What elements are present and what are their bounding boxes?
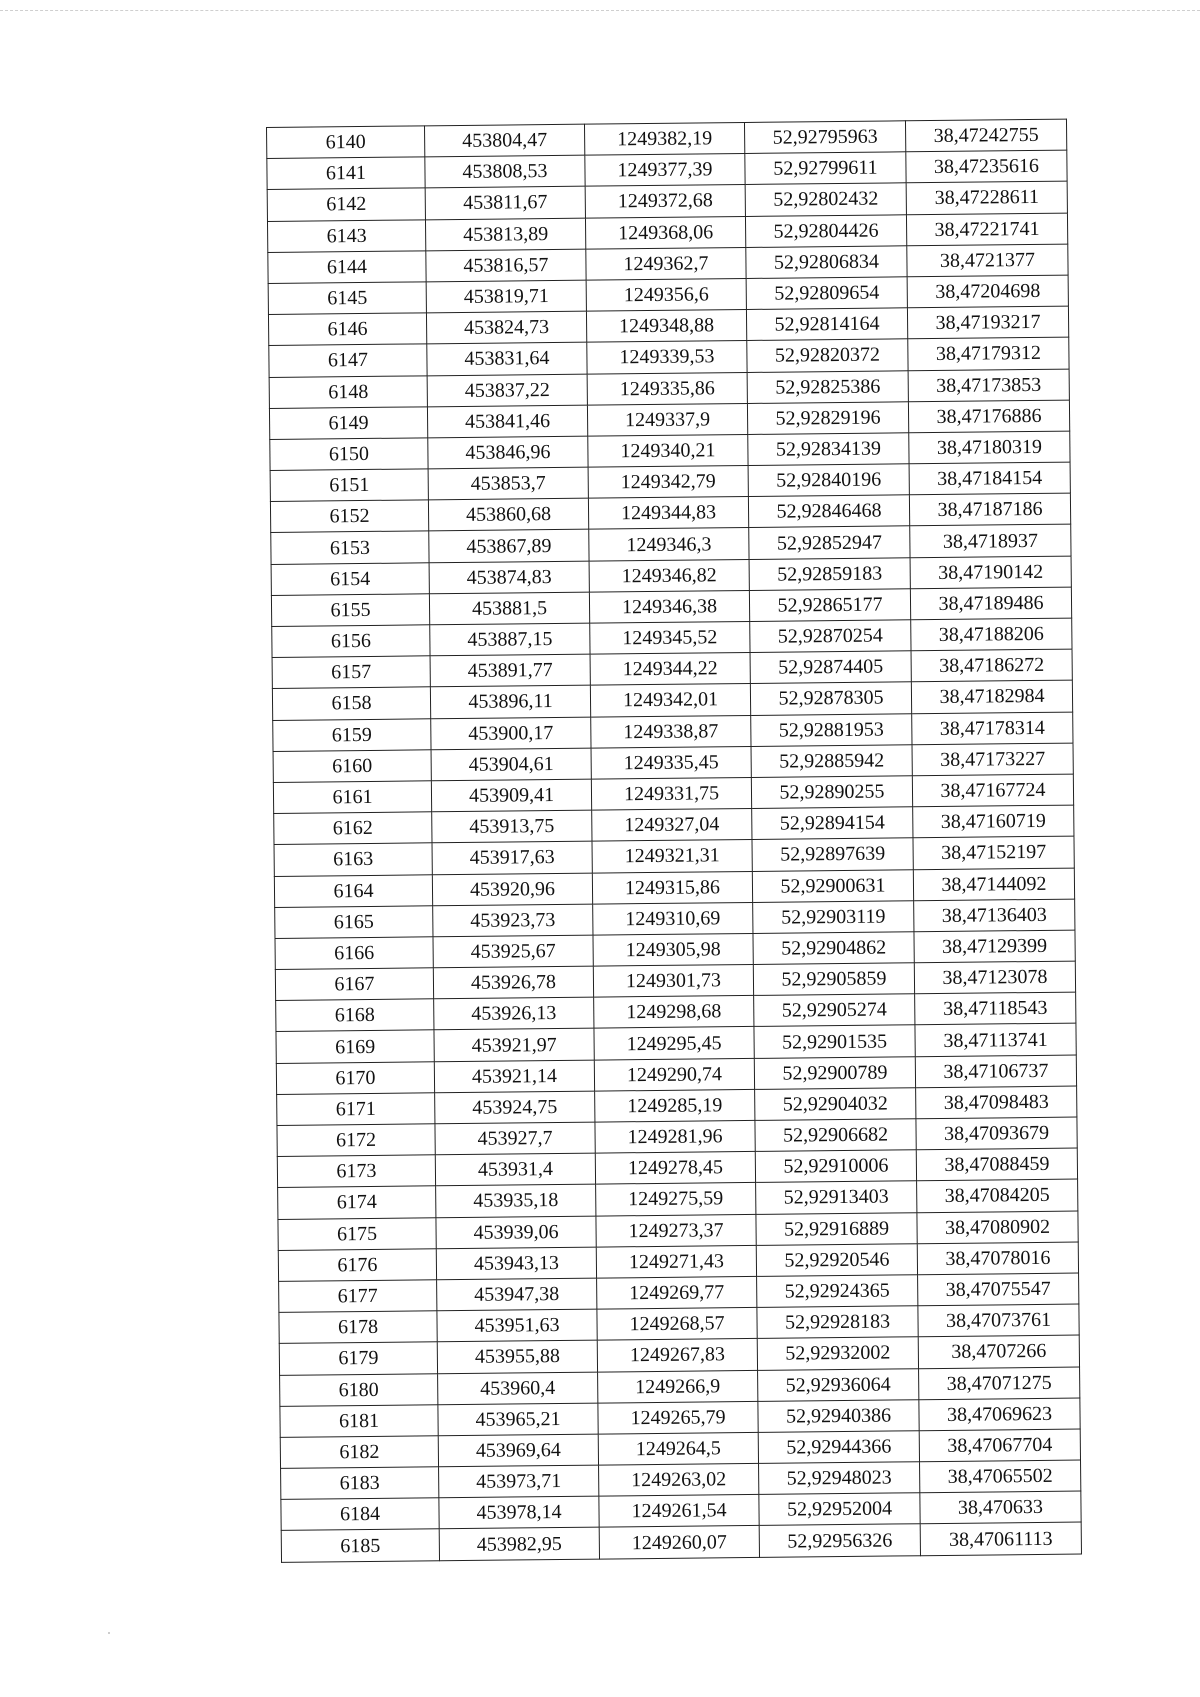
scan-edge-line [0, 10, 1200, 11]
x-coordinate-cell: 453926,13 [434, 997, 594, 1030]
x-coordinate-cell: 453943,13 [436, 1247, 596, 1280]
latitude-cell: 52,92874405 [750, 651, 911, 684]
latitude-cell: 52,92944366 [758, 1431, 919, 1464]
longitude-cell: 38,47187186 [909, 493, 1070, 526]
x-coordinate-cell: 453931,4 [435, 1153, 595, 1186]
longitude-cell: 38,47235616 [906, 150, 1067, 183]
y-coordinate-cell: 1249321,31 [592, 840, 752, 873]
latitude-cell: 52,92904862 [753, 932, 914, 965]
y-coordinate-cell: 1249362,7 [586, 247, 746, 280]
y-coordinate-cell: 1249290,74 [594, 1058, 754, 1091]
latitude-cell: 52,92956326 [759, 1524, 920, 1557]
latitude-cell: 52,92904032 [755, 1088, 916, 1121]
x-coordinate-cell: 453978,14 [439, 1496, 599, 1529]
y-coordinate-cell: 1249265,79 [598, 1401, 758, 1434]
point-number-cell: 6144 [268, 251, 426, 284]
point-number-cell: 6148 [269, 375, 427, 408]
x-coordinate-cell: 453881,5 [429, 592, 589, 625]
y-coordinate-cell: 1249275,59 [596, 1183, 756, 1216]
point-number-cell: 6157 [272, 656, 430, 689]
point-number-cell: 6152 [270, 500, 428, 533]
point-number-cell: 6173 [277, 1155, 435, 1188]
y-coordinate-cell: 1249298,68 [594, 996, 754, 1029]
point-number-cell: 6154 [271, 562, 429, 595]
point-number-cell: 6163 [274, 843, 432, 876]
y-coordinate-cell: 1249267,83 [597, 1339, 757, 1372]
y-coordinate-cell: 1249295,45 [594, 1027, 754, 1060]
x-coordinate-cell: 453831,64 [427, 342, 587, 375]
y-coordinate-cell: 1249315,86 [592, 871, 752, 904]
y-coordinate-cell: 1249285,19 [595, 1089, 755, 1122]
x-coordinate-cell: 453951,63 [437, 1309, 597, 1342]
point-number-cell: 6167 [275, 968, 433, 1001]
point-number-cell: 6164 [274, 874, 432, 907]
y-coordinate-cell: 1249260,07 [599, 1526, 759, 1559]
y-coordinate-cell: 1249338,87 [591, 715, 751, 748]
x-coordinate-cell: 453921,97 [434, 1029, 594, 1062]
y-coordinate-cell: 1249269,77 [597, 1276, 757, 1309]
longitude-cell: 38,47061113 [920, 1522, 1081, 1555]
longitude-cell: 38,47113741 [915, 1024, 1076, 1057]
latitude-cell: 52,92905859 [753, 963, 914, 996]
latitude-cell: 52,92890255 [751, 776, 912, 809]
latitude-cell: 52,92948023 [759, 1462, 920, 1495]
latitude-cell: 52,92936064 [758, 1368, 919, 1401]
x-coordinate-cell: 453926,78 [433, 966, 593, 999]
longitude-cell: 38,47160719 [913, 805, 1074, 838]
latitude-cell: 52,92881953 [751, 713, 912, 746]
x-coordinate-cell: 453973,71 [439, 1465, 599, 1498]
latitude-cell: 52,92809654 [746, 277, 907, 310]
latitude-cell: 52,92806834 [746, 246, 907, 279]
y-coordinate-cell: 1249342,79 [588, 466, 748, 499]
longitude-cell: 38,47136403 [914, 899, 1075, 932]
y-coordinate-cell: 1249337,9 [587, 403, 747, 436]
longitude-cell: 38,4718937 [910, 525, 1071, 558]
latitude-cell: 52,92900789 [754, 1056, 915, 1089]
longitude-cell: 38,47176886 [908, 400, 1069, 433]
longitude-cell: 38,47204698 [907, 275, 1068, 308]
latitude-cell: 52,92910006 [755, 1150, 916, 1183]
point-number-cell: 6155 [271, 594, 429, 627]
y-coordinate-cell: 1249382,19 [584, 122, 744, 155]
x-coordinate-cell: 453939,06 [436, 1216, 596, 1249]
point-number-cell: 6171 [277, 1093, 435, 1126]
latitude-cell: 52,92905274 [754, 994, 915, 1027]
x-coordinate-cell: 453909,41 [431, 779, 591, 812]
longitude-cell: 38,47093679 [916, 1117, 1077, 1150]
longitude-cell: 38,4707266 [918, 1335, 1079, 1368]
x-coordinate-cell: 453900,17 [431, 717, 591, 750]
latitude-cell: 52,92924365 [757, 1275, 918, 1308]
y-coordinate-cell: 1249264,5 [598, 1432, 758, 1465]
latitude-cell: 52,92894154 [752, 807, 913, 840]
y-coordinate-cell: 1249377,39 [585, 154, 745, 187]
y-coordinate-cell: 1249301,73 [593, 965, 753, 998]
longitude-cell: 38,47188206 [911, 618, 1072, 651]
latitude-cell: 52,92916889 [756, 1212, 917, 1245]
longitude-cell: 38,47179312 [908, 337, 1069, 370]
longitude-cell: 38,47173853 [908, 369, 1069, 402]
x-coordinate-cell: 453819,71 [426, 280, 586, 313]
point-number-cell: 6161 [273, 781, 431, 814]
longitude-cell: 38,47152197 [913, 836, 1074, 869]
y-coordinate-cell: 1249331,75 [591, 777, 751, 810]
x-coordinate-cell: 453824,73 [426, 311, 586, 344]
longitude-cell: 38,47228611 [906, 181, 1067, 214]
latitude-cell: 52,92932002 [757, 1337, 918, 1370]
point-number-cell: 6166 [275, 937, 433, 970]
point-number-cell: 6179 [279, 1342, 437, 1375]
latitude-cell: 52,92903119 [753, 900, 914, 933]
latitude-cell: 52,92846468 [748, 495, 909, 528]
point-number-cell: 6169 [276, 1030, 434, 1063]
y-coordinate-cell: 1249261,54 [599, 1495, 759, 1528]
coordinates-table [266, 119, 1082, 1563]
x-coordinate-cell: 453853,7 [428, 467, 588, 500]
point-number-cell: 6181 [280, 1404, 438, 1437]
latitude-cell: 52,92802432 [745, 183, 906, 216]
x-coordinate-cell: 453923,73 [433, 904, 593, 937]
point-number-cell: 6141 [267, 157, 425, 190]
x-coordinate-cell: 453813,89 [425, 218, 585, 251]
longitude-cell: 38,47180319 [909, 431, 1070, 464]
y-coordinate-cell: 1249266,9 [598, 1370, 758, 1403]
y-coordinate-cell: 1249310,69 [593, 902, 753, 935]
point-number-cell: 6143 [267, 219, 425, 252]
latitude-cell: 52,92901535 [754, 1025, 915, 1058]
x-coordinate-cell: 453913,75 [432, 810, 592, 843]
longitude-cell: 38,47084205 [917, 1179, 1078, 1212]
latitude-cell: 52,92940386 [758, 1399, 919, 1432]
longitude-cell: 38,47106737 [915, 1055, 1076, 1088]
latitude-cell: 52,92840196 [748, 464, 909, 497]
x-coordinate-cell: 453841,46 [427, 405, 587, 438]
point-number-cell: 6175 [278, 1217, 436, 1250]
x-coordinate-cell: 453921,14 [434, 1060, 594, 1093]
y-coordinate-cell: 1249340,21 [588, 434, 748, 467]
latitude-cell: 52,92885942 [751, 745, 912, 778]
point-number-cell: 6182 [280, 1436, 438, 1469]
longitude-cell: 38,47173227 [912, 743, 1073, 776]
point-number-cell: 6172 [277, 1124, 435, 1157]
y-coordinate-cell: 1249356,6 [586, 278, 746, 311]
y-coordinate-cell: 1249344,22 [590, 653, 750, 686]
latitude-cell: 52,92804426 [745, 214, 906, 247]
longitude-cell: 38,47186272 [911, 649, 1072, 682]
scan-speck [108, 1632, 110, 1634]
latitude-cell: 52,92928183 [757, 1306, 918, 1339]
latitude-cell: 52,92906682 [755, 1119, 916, 1152]
x-coordinate-cell: 453874,83 [429, 561, 589, 594]
y-coordinate-cell: 1249268,57 [597, 1308, 757, 1341]
x-coordinate-cell: 453896,11 [430, 686, 590, 719]
point-number-cell: 6165 [275, 905, 433, 938]
y-coordinate-cell: 1249372,68 [585, 185, 745, 218]
longitude-cell: 38,47167724 [912, 774, 1073, 807]
point-number-cell: 6140 [267, 126, 425, 159]
point-number-cell: 6146 [268, 313, 426, 346]
x-coordinate-cell: 453969,64 [438, 1434, 598, 1467]
y-coordinate-cell: 1249273,37 [596, 1214, 756, 1247]
point-number-cell: 6162 [274, 812, 432, 845]
y-coordinate-cell: 1249271,43 [596, 1245, 756, 1278]
point-number-cell: 6168 [276, 999, 434, 1032]
longitude-cell: 38,47088459 [916, 1148, 1077, 1181]
x-coordinate-cell: 453960,4 [438, 1372, 598, 1405]
x-coordinate-cell: 453924,75 [435, 1091, 595, 1124]
coordinates-table-body [267, 119, 1082, 1562]
longitude-cell: 38,47073761 [918, 1304, 1079, 1337]
point-number-cell: 6149 [269, 407, 427, 440]
y-coordinate-cell: 1249346,82 [589, 559, 749, 592]
point-number-cell: 6170 [276, 1061, 434, 1094]
y-coordinate-cell: 1249339,53 [587, 341, 747, 374]
y-coordinate-cell: 1249346,38 [589, 590, 749, 623]
x-coordinate-cell: 453846,96 [428, 436, 588, 469]
point-number-cell: 6145 [268, 282, 426, 315]
point-number-cell: 6147 [269, 344, 427, 377]
latitude-cell: 52,92913403 [756, 1181, 917, 1214]
y-coordinate-cell: 1249344,83 [588, 497, 748, 530]
point-number-cell: 6180 [280, 1373, 438, 1406]
point-number-cell: 6153 [271, 531, 429, 564]
x-coordinate-cell: 453917,63 [432, 841, 592, 874]
x-coordinate-cell: 453808,53 [425, 155, 585, 188]
longitude-cell: 38,4721377 [907, 244, 1068, 277]
x-coordinate-cell: 453811,67 [425, 187, 585, 220]
latitude-cell: 52,92795963 [744, 121, 905, 154]
x-coordinate-cell: 453887,15 [430, 623, 590, 656]
x-coordinate-cell: 453816,57 [426, 249, 586, 282]
x-coordinate-cell: 453935,18 [436, 1184, 596, 1217]
longitude-cell: 38,47242755 [905, 119, 1066, 152]
x-coordinate-cell: 453867,89 [429, 530, 589, 563]
y-coordinate-cell: 1249327,04 [592, 809, 752, 842]
y-coordinate-cell: 1249335,86 [587, 372, 747, 405]
x-coordinate-cell: 453860,68 [428, 498, 588, 531]
point-number-cell: 6160 [273, 750, 431, 783]
point-number-cell: 6156 [272, 625, 430, 658]
latitude-cell: 52,92878305 [750, 682, 911, 715]
latitude-cell: 52,92900631 [752, 869, 913, 902]
point-number-cell: 6185 [281, 1529, 439, 1562]
x-coordinate-cell: 453947,38 [437, 1278, 597, 1311]
point-number-cell: 6174 [278, 1186, 436, 1219]
latitude-cell: 52,92814164 [746, 308, 907, 341]
y-coordinate-cell: 1249345,52 [590, 621, 750, 654]
latitude-cell: 52,92870254 [750, 620, 911, 653]
y-coordinate-cell: 1249305,98 [593, 933, 753, 966]
x-coordinate-cell: 453925,67 [433, 935, 593, 968]
longitude-cell: 38,47123078 [914, 961, 1075, 994]
longitude-cell: 38,47118543 [915, 992, 1076, 1025]
longitude-cell: 38,47182984 [911, 680, 1072, 713]
longitude-cell: 38,47184154 [909, 462, 1070, 495]
latitude-cell: 52,92859183 [749, 557, 910, 590]
latitude-cell: 52,92920546 [756, 1243, 917, 1276]
longitude-cell: 38,47193217 [907, 306, 1068, 339]
point-number-cell: 6176 [278, 1249, 436, 1282]
y-coordinate-cell: 1249335,45 [591, 746, 751, 779]
longitude-cell: 38,47067704 [919, 1429, 1080, 1462]
longitude-cell: 38,47075547 [918, 1273, 1079, 1306]
longitude-cell: 38,47129399 [914, 930, 1075, 963]
latitude-cell: 52,92897639 [752, 838, 913, 871]
y-coordinate-cell: 1249346,3 [589, 528, 749, 561]
latitude-cell: 52,92952004 [759, 1493, 920, 1526]
longitude-cell: 38,47069623 [919, 1398, 1080, 1431]
y-coordinate-cell: 1249278,45 [595, 1152, 755, 1185]
x-coordinate-cell: 453927,7 [435, 1122, 595, 1155]
x-coordinate-cell: 453965,21 [438, 1403, 598, 1436]
longitude-cell: 38,47144092 [913, 868, 1074, 901]
point-number-cell: 6158 [272, 687, 430, 720]
longitude-cell: 38,47078016 [917, 1242, 1078, 1275]
latitude-cell: 52,92820372 [747, 339, 908, 372]
longitude-cell: 38,47080902 [917, 1211, 1078, 1244]
x-coordinate-cell: 453982,95 [439, 1528, 599, 1561]
y-coordinate-cell: 1249368,06 [585, 216, 745, 249]
latitude-cell: 52,92852947 [749, 526, 910, 559]
point-number-cell: 6159 [273, 718, 431, 751]
x-coordinate-cell: 453837,22 [427, 374, 587, 407]
longitude-cell: 38,47178314 [912, 712, 1073, 745]
latitude-cell: 52,92799611 [745, 152, 906, 185]
x-coordinate-cell: 453955,88 [437, 1340, 597, 1373]
longitude-cell: 38,47189486 [910, 587, 1071, 620]
point-number-cell: 6178 [279, 1311, 437, 1344]
longitude-cell: 38,47098483 [916, 1086, 1077, 1119]
longitude-cell: 38,47065502 [920, 1460, 1081, 1493]
x-coordinate-cell: 453920,96 [432, 873, 592, 906]
y-coordinate-cell: 1249342,01 [590, 684, 750, 717]
x-coordinate-cell: 453904,61 [431, 748, 591, 781]
y-coordinate-cell: 1249348,88 [586, 310, 746, 343]
latitude-cell: 52,92829196 [747, 401, 908, 434]
x-coordinate-cell: 453891,77 [430, 654, 590, 687]
point-number-cell: 6150 [270, 438, 428, 471]
x-coordinate-cell: 453804,47 [424, 124, 584, 157]
point-number-cell: 6142 [267, 188, 425, 221]
latitude-cell: 52,92825386 [747, 370, 908, 403]
point-number-cell: 6184 [281, 1498, 439, 1531]
point-number-cell: 6151 [270, 469, 428, 502]
point-number-cell: 6183 [281, 1467, 439, 1500]
longitude-cell: 38,470633 [920, 1491, 1081, 1524]
longitude-cell: 38,47221741 [906, 213, 1067, 246]
latitude-cell: 52,92834139 [748, 433, 909, 466]
y-coordinate-cell: 1249263,02 [599, 1463, 759, 1496]
latitude-cell: 52,92865177 [749, 589, 910, 622]
point-number-cell: 6177 [279, 1280, 437, 1313]
longitude-cell: 38,47190142 [910, 556, 1071, 589]
y-coordinate-cell: 1249281,96 [595, 1120, 755, 1153]
longitude-cell: 38,47071275 [919, 1367, 1080, 1400]
